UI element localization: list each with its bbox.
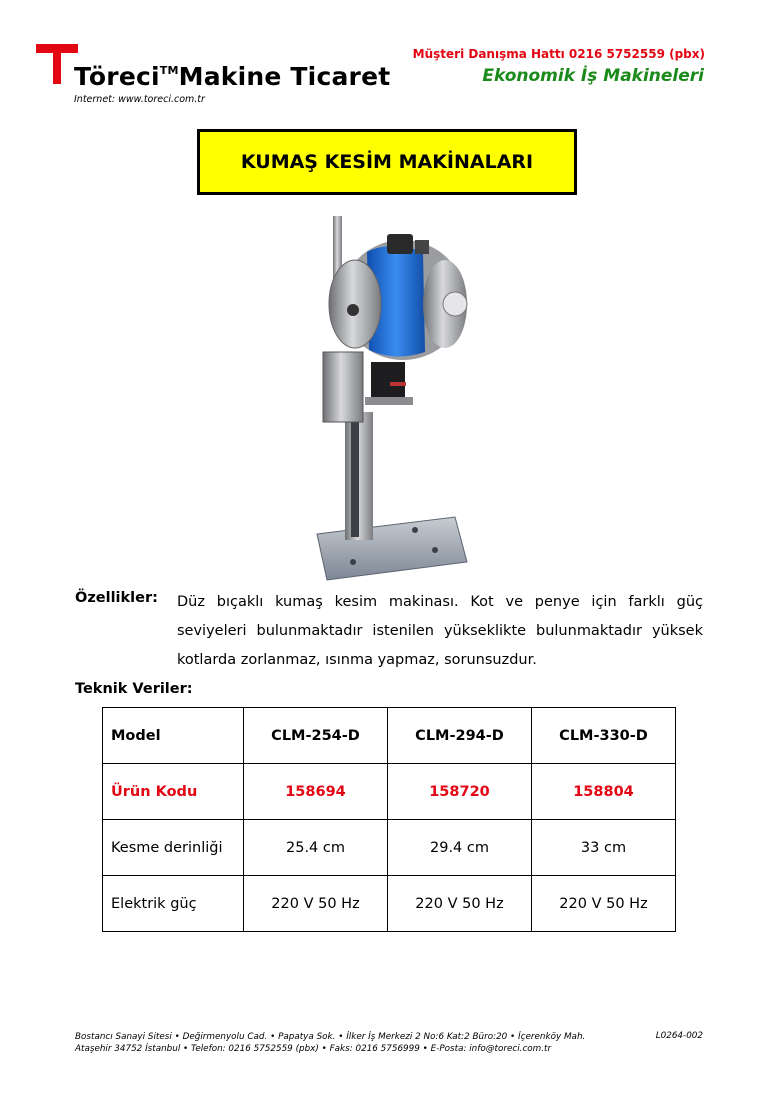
footer-line-1: Bostancı Sanayi Sitesi • Değirmenyolu Cad. • Papatya Sok. • İlker İş Merkezi 2 No:6 Kat:2 Büro:20 • İçerenköy Mah. <box>75 1032 586 1042</box>
cloth-cutting-machine-image <box>295 212 480 587</box>
footer-address <box>75 1031 585 1055</box>
company-name: Töreci™Makine Ticaret <box>74 62 391 91</box>
website-text: Internet: www.toreci.com.tr <box>74 94 205 105</box>
document-code: L0264-002 <box>655 1031 703 1041</box>
table-cell: Elektrik güç <box>103 876 244 932</box>
table-cell: 33 cm <box>532 820 676 876</box>
table-cell: 158804 <box>532 764 676 820</box>
table-cell: CLM-330-D <box>532 708 676 764</box>
table-cell: 220 V 50 Hz <box>244 876 388 932</box>
table-cell: CLM-294-D <box>388 708 532 764</box>
table-cell: 25.4 cm <box>244 820 388 876</box>
tagline: Ekonomik İş Makineleri <box>482 66 704 86</box>
toreci-logo-icon <box>36 44 78 84</box>
table-row-model <box>103 708 676 764</box>
table-cell: Kesme derinliği <box>103 820 244 876</box>
table-row-cutting-depth <box>103 820 676 876</box>
table-cell: 158694 <box>244 764 388 820</box>
table-cell: 158720 <box>388 764 532 820</box>
table-row-product-code <box>103 764 676 820</box>
table-cell: 220 V 50 Hz <box>388 876 532 932</box>
table-cell: Ürün Kodu <box>103 764 244 820</box>
page-title: KUMAŞ KESİM MAKİNALARI <box>197 129 577 195</box>
customer-hotline: Müşteri Danışma Hattı 0216 5752559 (pbx) <box>412 47 705 61</box>
features-description: Düz bıçaklı kumaş kesim makinası. Kot ve penye için farklı güç seviyeleri bulunmaktadır istenilen yükseklikte bulunmaktadır yüksek kotlarda zorlanmaz, ısınma yapmaz, sorunsuzdur. <box>177 594 703 668</box>
footer-line-2: Ataşehir 34752 İstanbul • Telefon: 0216 5752559 (pbx) • Faks: 0216 5756999 • E-Posta: info@toreci.com.tr <box>75 1044 552 1054</box>
technical-data-label: Teknik Veriler: <box>75 681 193 697</box>
table-cell: CLM-254-D <box>244 708 388 764</box>
features-label: Özellikler: <box>75 590 158 606</box>
technical-data-table <box>102 707 676 932</box>
table-cell: 29.4 cm <box>388 820 532 876</box>
table-cell: Model <box>103 708 244 764</box>
table-cell: 220 V 50 Hz <box>532 876 676 932</box>
table-row-power <box>103 876 676 932</box>
